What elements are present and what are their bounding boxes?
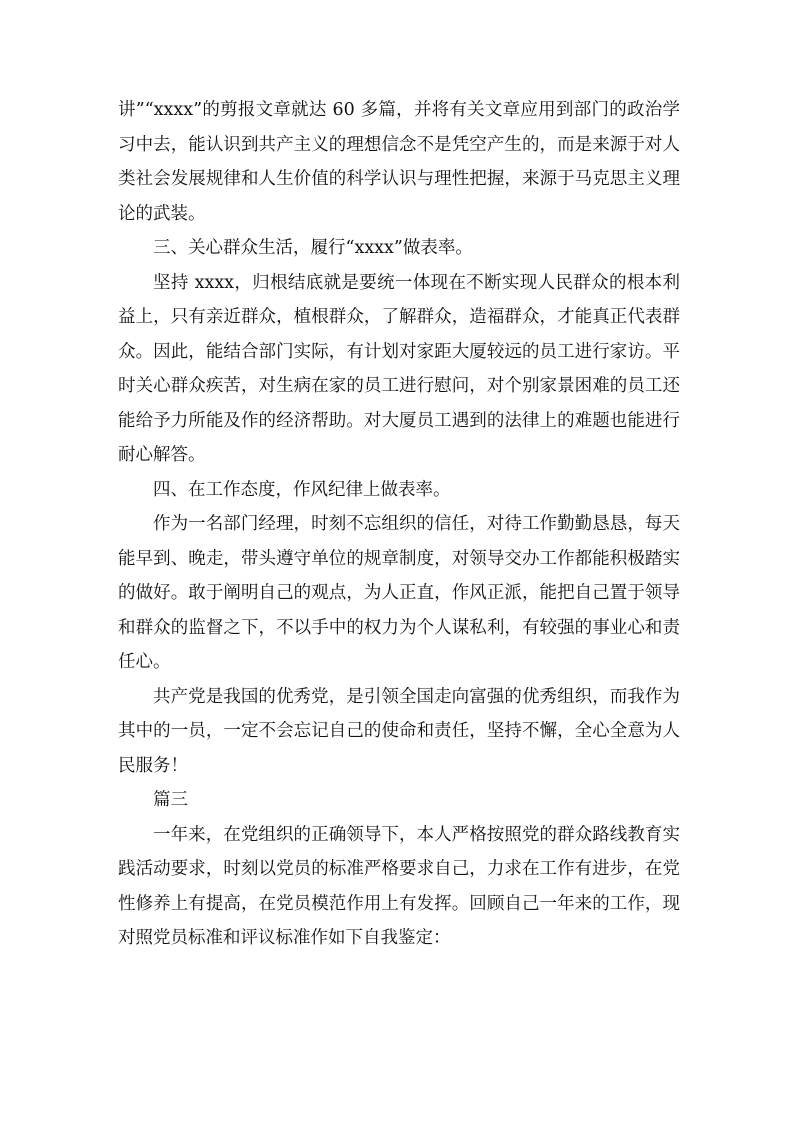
document-body bbox=[118, 93, 680, 956]
section-heading-part-three: 篇三 bbox=[153, 790, 188, 810]
paragraph-news-clippings: 讲”“xxxx”的剪报文章就达 60 多篇，并将有关文章应用到部门的政治学习中去，能认识到共产主义的理想信念不是凭空产生的，而是来源于对人类社会发展规律和人生价值的科学认识与理性把握，来源于马克思主义理论的武装。 bbox=[118, 100, 680, 224]
paragraph-care-for-masses: 坚持 xxxx，归根结底就是要统一体现在不断实现人民群众的根本利益上，只有亲近群众，植根群众，了解群众，造福群众，才能真正代表群众。因此，能结合部门实际，有计划对家距大厦较远的员工进行家访。平时关心群众疾苦，对生病在家的员工进行慰问，对个别家景困难的员工还能给予力所能及作的经济帮助。对大厦员工遇到的法律上的难题也能进行耐心解答。 bbox=[118, 272, 680, 465]
paragraph-work-attitude: 作为一名部门经理，时刻不忘组织的信任，对待工作勤勤恳恳，每天能早到、晚走，带头遵守单位的规章制度，对领导交办工作都能积极踏实的做好。敢于阐明自己的观点，为人正直，作风正派，能把自己置于领导和群众的监督之下，不以手中的权力为个人谋私利，有较强的事业心和责任心。 bbox=[118, 514, 680, 672]
paragraph-party-conclusion: 共产党是我国的优秀党，是引领全国走向富强的优秀组织，而我作为其中的一员，一定不会忘记自己的使命和责任，坚持不懈，全心全意为人民服务！ bbox=[118, 686, 680, 776]
paragraph-annual-review: 一年来，在党组织的正确领导下，本人严格按照党的群众路线教育实践活动要求，时刻以党员的标准严格要求自己，力求在工作有进步，在党性修养上有提高，在党员模范作用上有发挥。回顾自己一年来的工作，现对照党员标准和评议标准作如下自我鉴定： bbox=[118, 824, 680, 948]
section-heading-care-for-masses: 三、关心群众生活，履行“xxxx”做表率。 bbox=[153, 238, 473, 258]
section-heading-work-attitude: 四、在工作态度，作风纪律上做表率。 bbox=[153, 479, 451, 500]
